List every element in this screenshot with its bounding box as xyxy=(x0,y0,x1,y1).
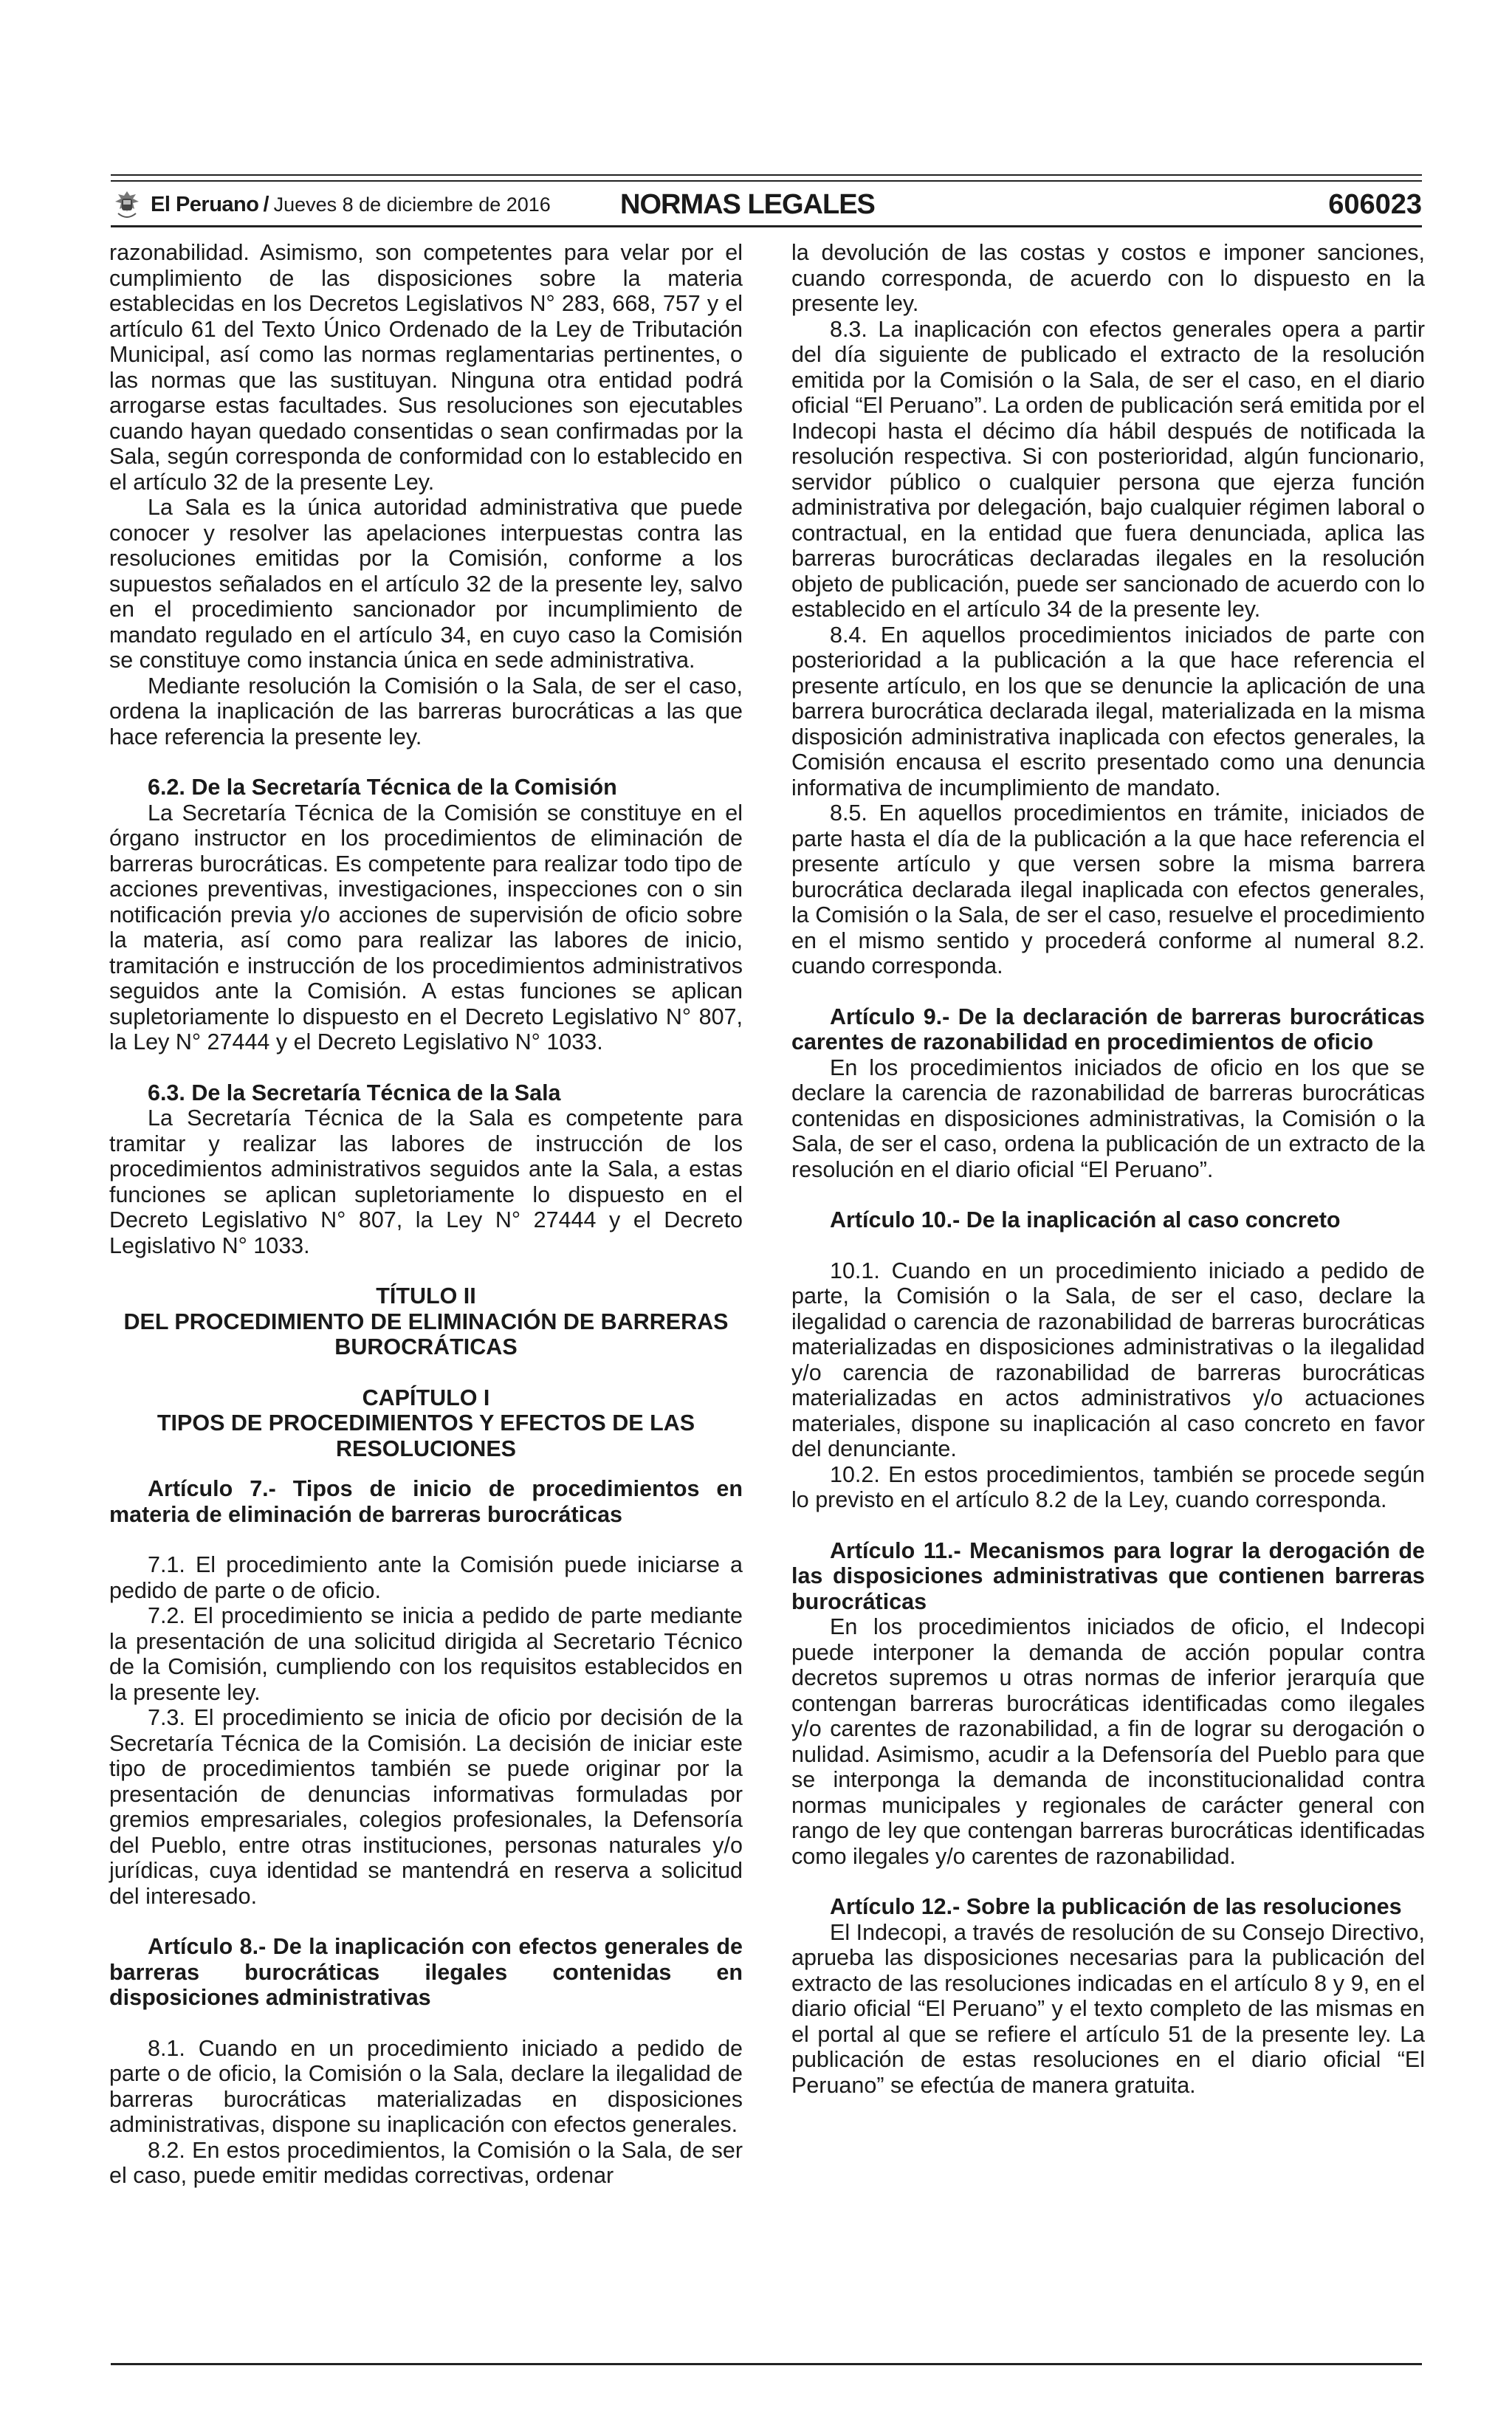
paragraph: razonabilidad. Asimismo, son competentes para velar por el cumplimiento de las disposiciones sobre la materia establecidas en los Decretos Legislativos N° 283, 668, 757 y el artículo 61 del Texto Único Ordenado de la Ley de Tributación Municipal, así como las normas reglamentarias pertinentes, o las normas que las sustituyan. Ninguna otra entidad podrá arrogarse estas facultades. Sus resoluciones son ejecutables cuando hayan quedado consentidas o sean confirmadas por la Sala, según corresponda de conformidad con lo establecido en el artículo 32 de la presente Ley. xyxy=(109,240,743,495)
article-8-heading: Artículo 8.- De la inaplicación con efectos generales de barreras burocráticas ilegales contenidas en disposiciones administrativas xyxy=(109,1934,743,2010)
section-title: NORMAS LEGALES xyxy=(620,189,875,220)
article-7-heading: Artículo 7.- Tipos de inicio de procedimientos en materia de eliminación de barreras burocráticas xyxy=(109,1476,743,1527)
peru-coat-of-arms-icon xyxy=(111,188,143,221)
paragraph: La Sala es la única autoridad administrativa que puede conocer y resolver las apelaciones interpuestas contra las resoluciones emitidas por la Comisión, conforme a los supuestos señalados en el artículo 32 de la presente ley, salvo en el procedimiento sancionador por incumplimiento de mandato regulado en el artículo 34, en cuyo caso la Comisión se constituye como instancia única en sede administrativa. xyxy=(109,495,743,673)
paragraph: 7.3. El procedimiento se inicia de oficio por decisión de la Secretaría Técnica de la Comisión. La decisión de iniciar este tipo de procedimientos también se puede originar por la presentación de denuncias informativas formuladas por gremios empresariales, colegios profesionales, la Defensoría del Pueblo, entre otras instituciones, personas naturales y/o jurídicas, cuya identidad se mantendrá en reserva a solicitud del interesado. xyxy=(109,1705,743,1909)
chapter-subheading: TIPOS DE PROCEDIMIENTOS Y EFECTOS DE LAS RESOLUCIONES xyxy=(157,1410,695,1461)
paragraph: la devolución de las costas y costos e imponer sanciones, cuando corresponda, de acuerdo con lo dispuesto en la presente ley. xyxy=(791,240,1425,316)
paragraph: 7.2. El procedimiento se inicia a pedido de parte mediante la presentación de una solicitud dirigida al Secretario Técnico de la Comisión, cumpliendo con los requisitos establecidos en la presente ley. xyxy=(109,1603,743,1705)
newspaper-name: El Peruano xyxy=(151,192,259,216)
header-separator: / xyxy=(263,192,269,216)
title-subheading: DEL PROCEDIMIENTO DE ELIMINACIÓN DE BARRERAS BUROCRÁTICAS xyxy=(123,1309,729,1359)
paragraph: 8.3. La inaplicación con efectos generales opera a partir del día siguiente de publicado el extracto de la resolución emitida por la Comisión o la Sala, de ser el caso, en el diario oficial “El Peruano”. La orden de publicación será emitida por el Indecopi hasta el décimo día hábil después de notificada la resolución respectiva. Si con posterioridad, algún funcionario, servidor público o cualquier persona que ejerza función administrativa por delegación, bajo cualquier régimen laboral o contractual, en la entidad que fuera denunciada, aplica las barreras burocráticas declaradas ilegales en la resolución objeto de publicación, puede ser sancionado de acuerdo con lo establecido en el artículo 34 de la presente ley. xyxy=(791,316,1425,622)
masthead xyxy=(111,188,551,222)
paragraph: El Indecopi, a través de resolución de su Consejo Directivo, aprueba las disposiciones necesarias para la publicación del extracto de las resoluciones indicadas en el artículo 8 y 9, en el diario oficial “El Peruano” y el texto completo de las mismas en el portal al que se refiere el artículo 51 de la presente ley. La publicación de estas resoluciones en el diario oficial “El Peruano” se efectúa de manera gratuita. xyxy=(791,1919,1425,2098)
paragraph: En los procedimientos iniciados de oficio, el Indecopi puede interponer la demanda de acción popular contra decretos supremos u otras normas de inferior jerarquía que contengan barreras burocráticas identificadas como ilegales y/o carentes de razonabilidad, a fin de lograr su derogación o nulidad. Asimismo, acudir a la Defensoría del Pueblo para que se interponga la demanda de inconstitucionalidad contra normas municipales y regionales de carácter general con rango de ley que contengan barreras burocráticas identificadas como ilegales y/o carentes de razonabilidad. xyxy=(791,1614,1425,1869)
paragraph: 8.2. En estos procedimientos, la Comisión o la Sala, de ser el caso, puede emitir medidas correctivas, ordenar xyxy=(109,2137,743,2188)
paragraph: Mediante resolución la Comisión o la Sala, de ser el caso, ordena la inaplicación de las barreras burocráticas a las que hace referencia la presente ley. xyxy=(109,673,743,750)
article-12-heading: Artículo 12.- Sobre la publicación de las resoluciones xyxy=(830,1894,1402,1919)
paragraph: 8.1. Cuando en un procedimiento iniciado a pedido de parte o de oficio, la Comisión o la Sala, declare la ilegalidad de barreras burocráticas materializadas en disposiciones administrativas, dispone su inaplicación con efectos generales. xyxy=(109,2035,743,2137)
paragraph: En los procedimientos iniciados de oficio en los que se declare la carencia de razonabilidad de barreras burocráticas contenidas en disposiciones administrativas, la Comisión o la Sala, de ser el caso, ordena la publicación de un extracto de la resolución en el diario oficial “El Peruano”. xyxy=(791,1054,1425,1182)
paragraph: La Secretaría Técnica de la Comisión se constituye en el órgano instructor en los procedimientos de eliminación de barreras burocráticas. Es competente para realizar todo tipo de acciones preventivas, investigaciones, inspecciones con o sin notificación previa y/o acciones de supervisión de oficio sobre la materia, así como para realizar las labores de inicio, tramitación e instrucción de los procedimientos administrativos seguidos ante la Comisión. A estas funciones se aplican supletoriamente lo dispuesto en el Decreto Legislativo N° 807, la Ley N° 27444 y el Decreto Legislativo N° 1033. xyxy=(109,800,743,1054)
article-11-heading: Artículo 11.- Mecanismos para lograr la derogación de las disposiciones administrativas que contienen barreras burocráticas xyxy=(791,1537,1425,1614)
chapter-heading: CAPÍTULO I xyxy=(362,1385,490,1410)
page-header xyxy=(111,185,1422,223)
paragraph: 10.1. Cuando en un procedimiento iniciado a pedido de parte, la Comisión o la Sala, de ser el caso, declare la ilegalidad o carencia de razonabilidad de barreras burocráticas materializadas en disposiciones administrativas o la ilegalidad y/o carencia de razonabilidad de barreras burocráticas materializadas en actos administrativos y/o actuaciones materiales, dispone su inaplicación al caso concreto en favor del denunciante. xyxy=(791,1258,1425,1461)
header-rule xyxy=(111,225,1422,227)
page-number: 606023 xyxy=(1328,189,1422,220)
paragraph: 8.4. En aquellos procedimientos iniciados de parte con posterioridad a la publicación a la que hace referencia el presente artículo, en los que se denuncie la aplicación de una barrera burocrática declarada ilegal, materializada en la misma disposición administrativa inaplicada con efectos generales, la Comisión encausa el escrito presentado como una denuncia informativa de incumplimiento de mandato. xyxy=(791,622,1425,800)
section-heading-6-3: 6.3. De la Secretaría Técnica de la Sala xyxy=(148,1080,561,1105)
right-column xyxy=(791,240,1425,2098)
section-heading-6-2: 6.2. De la Secretaría Técnica de la Comisión xyxy=(148,775,617,800)
title-heading: TÍTULO II xyxy=(376,1283,476,1309)
top-rule xyxy=(111,174,1422,176)
paragraph: La Secretaría Técnica de la Sala es competente para tramitar y realizar las labores de instrucción de los procedimientos administrativos seguidos ante la Sala, a estas funciones se aplican supletoriamente lo dispuesto en el Decreto Legislativo N° 807, la Ley N° 27444 y el Decreto Legislativo N° 1033. xyxy=(109,1105,743,1258)
issue-date: Jueves 8 de diciembre de 2016 xyxy=(273,193,551,216)
top-rule-inner xyxy=(111,180,1422,182)
article-9-heading: Artículo 9.- De la declaración de barreras burocráticas carentes de razonabilidad en procedimientos de oficio xyxy=(791,1004,1425,1054)
paragraph: 8.5. En aquellos procedimientos en trámite, iniciados de parte hasta el día de la publicación a la que hace referencia el presente artículo y que versen sobre la misma barrera burocrática declarada ilegal inaplicada con efectos generales, la Comisión o la Sala, de ser el caso, resuelve el procedimiento en el mismo sentido y procederá conforme al numeral 8.2. cuando corresponda. xyxy=(791,800,1425,978)
article-10-heading: Artículo 10.- De la inaplicación al caso concreto xyxy=(830,1207,1341,1232)
paragraph: 7.1. El procedimiento ante la Comisión puede iniciarse a pedido de parte o de oficio. xyxy=(109,1552,743,1603)
left-column xyxy=(109,240,743,2189)
paragraph: 10.2. En estos procedimientos, también se procede según lo previsto en el artículo 8.2 de la Ley, cuando corresponda. xyxy=(791,1461,1425,1512)
footer-rule xyxy=(111,2363,1422,2365)
